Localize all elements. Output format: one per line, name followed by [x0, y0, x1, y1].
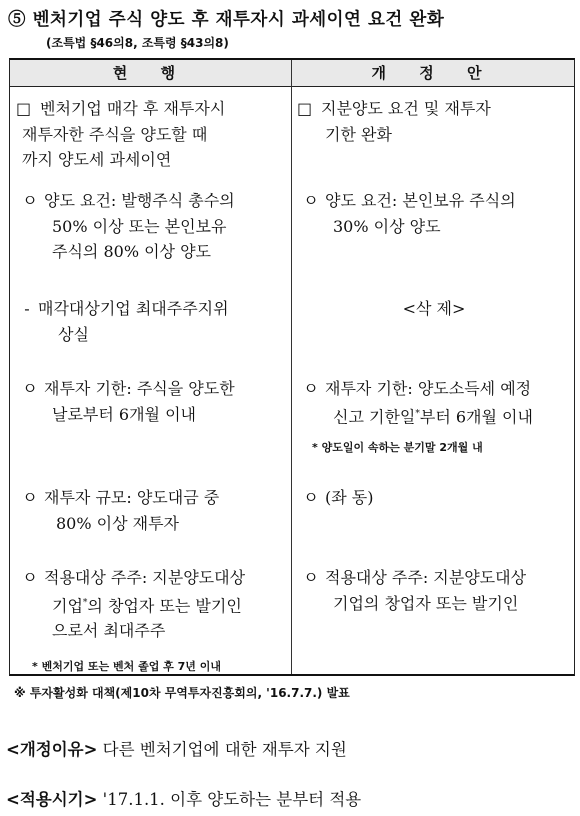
effective-date: <적용시기> '17.1.1. 이후 양도하는 분부터 적용 [6, 790, 362, 809]
row2-proposed-deleted: <삭 제> [402, 299, 466, 318]
column-divider [291, 60, 292, 674]
bullet-circle-icon: ㅇ [22, 568, 38, 587]
row3-current: ㅇ 재투자 기한: 주식을 양도한 날로부터 6개월 이내 [16, 376, 288, 427]
row4-current: ㅇ 재투자 규모: 양도대금 중 80% 이상 재투자 [16, 485, 288, 536]
checkbox-square-icon: □ [16, 99, 32, 118]
dash-bullet: - [24, 299, 30, 318]
row3-proposed: ㅇ 재투자 기한: 양도소득세 예정 신고 기한일*부터 6개월 이내 [297, 376, 571, 429]
announcement-note: ※ 투자활성화 대책(제10차 무역투자진흥회의, '16.7.7.) 발표 [14, 686, 350, 700]
intro-current: □ 벤처기업 매각 후 재투자시 재투자한 주식을 양도할 때 까지 양도세 과세이연 [16, 96, 288, 173]
header-current: 현 행 [112, 64, 190, 82]
row1-current: ㅇ 양도 요건: 발행주식 총수의 50% 이상 또는 본인보유 주식의 80% 이상 양도 [16, 188, 288, 265]
row5-proposed: ㅇ 적용대상 주주: 지분양도대상 기업의 창업자 또는 발기인 [297, 565, 571, 616]
revision-reason-label: <개정이유> [6, 740, 98, 759]
table-header [10, 60, 574, 87]
row3-proposed-footnote: * 양도일이 속하는 분기말 2개월 내 [312, 441, 483, 454]
row4-proposed: ㅇ (좌 동) [297, 485, 571, 511]
revision-reason: <개정이유> 다른 벤처기업에 대한 재투자 지원 [6, 740, 347, 759]
bullet-circle-icon: ㅇ [303, 568, 319, 587]
section-title: ⑤ 벤처기업 주식 양도 후 재투자시 과세이연 요건 완화 [8, 10, 445, 30]
checkbox-square-icon: □ [297, 99, 313, 118]
row1-proposed: ㅇ 양도 요건: 본인보유 주식의 30% 이상 양도 [297, 188, 571, 239]
bullet-circle-icon: ㅇ [303, 191, 319, 210]
effective-date-label: <적용시기> [6, 790, 98, 809]
intro-proposed: □ 지분양도 요건 및 재투자 기한 완화 [297, 96, 571, 147]
header-proposed: 개 정 안 [371, 64, 496, 82]
bullet-circle-icon: ㅇ [22, 488, 38, 507]
row2-current: - 매각대상기업 최대주주지위 상실 [16, 296, 288, 347]
bullet-circle-icon: ㅇ [22, 191, 38, 210]
bullet-circle-icon: ㅇ [22, 379, 38, 398]
law-reference: (조특법 §46의8, 조특령 §43의8) [46, 36, 229, 50]
row5-current-footnote: * 벤처기업 또는 벤처 졸업 후 7년 이내 [32, 660, 221, 673]
row5-current: ㅇ 적용대상 주주: 지분양도대상 기업*의 창업자 또는 발기인 으로서 최대주주 [16, 565, 288, 644]
bullet-circle-icon: ㅇ [303, 488, 319, 507]
bullet-circle-icon: ㅇ [303, 379, 319, 398]
comparison-table [9, 58, 575, 676]
